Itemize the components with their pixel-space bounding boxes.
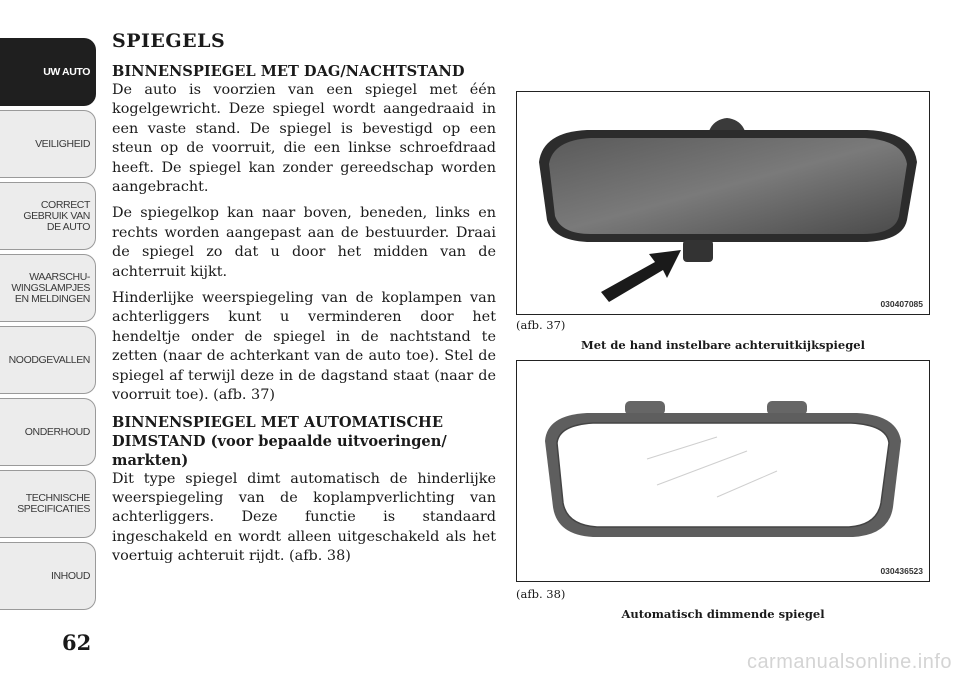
figure-code: 030407085 <box>880 299 923 309</box>
watermark: carmanualsonline.info <box>746 651 952 673</box>
tab-veiligheid[interactable]: VEILIGHEID <box>0 110 96 178</box>
subhead-day-night-mirror: BINNENSPIEGEL MET DAG/NACHTSTAND <box>112 63 465 80</box>
tab-technische-specificaties[interactable]: TECHNISCHE SPECIFICATIES <box>0 470 96 538</box>
subhead-auto-dim-mirror: BINNENSPIEGEL MET AUTOMATISCHE DIMSTAND (voor bepaalde uitvoeringen/ markten) <box>112 413 447 469</box>
manual-mirror-illustration <box>517 92 929 314</box>
section-title: SPIEGELS <box>112 30 226 52</box>
figure-caption: Automatisch dimmende spiegel <box>621 607 825 621</box>
tab-onderhoud[interactable]: ONDERHOUD <box>0 398 96 466</box>
main-text <box>112 30 496 574</box>
figure-manual-mirror <box>516 91 930 315</box>
tab-noodgevallen[interactable]: NOODGEVALLEN <box>0 326 96 394</box>
page-number: 62 <box>62 630 92 655</box>
paragraph: Hinderlijke weerspiegeling van de koplampen van achterliggers kunt u verminderen door het hendeltje onder de spiegel in de nachtstand te zetten (naar de achterkant van de auto toe). Stel de spiegel af terwijl deze in de dagstand staat (naar de voorruit toe). (afb. 37) <box>112 290 496 404</box>
tab-uw-auto[interactable]: UW AUTO <box>0 38 96 106</box>
tab-waarschuwingslampjes[interactable]: WAARSCHU- WINGSLAMPJES EN MELDINGEN <box>0 254 96 322</box>
auto-dim-mirror-illustration <box>517 361 929 581</box>
tab-correct-gebruik[interactable]: CORRECT GEBRUIK VAN DE AUTO <box>0 182 96 250</box>
paragraph: De spiegelkop kan naar boven, beneden, links en rechts worden aangepast aan de bestuurder. Draai de spiegel zo dat u door het midden van de achterruit kijkt. <box>112 205 496 280</box>
chapter-sidebar <box>0 0 100 678</box>
figure-caption: Met de hand instelbare achteruitkijkspiegel <box>581 338 865 352</box>
paragraph: Dit type spiegel dimt automatisch de hinderlijke weerspiegeling van de koplampverlichting van achterliggers. Deze functie is standaard ingeschakeld en wordt alleen uitgeschakeld als het voertuig achteruit rijdt. (afb. 38) <box>112 470 496 565</box>
figure-ref: (afb. 37) <box>516 318 566 332</box>
figure-ref: (afb. 38) <box>516 587 566 601</box>
figure-code: 030436523 <box>880 566 923 576</box>
figure-auto-dim-mirror <box>516 360 930 582</box>
paragraph: De auto is voorzien van een spiegel met één kogelgewricht. Deze spiegel wordt aangedraaid in een vaste stand. De spiegel is bevestigd op een steun op de voorruit, die een linkse schroefdraad heeft. De spiegel kan zonder gereedschap worden aangebracht. <box>112 82 496 196</box>
tab-inhoud[interactable]: INHOUD <box>0 542 96 610</box>
